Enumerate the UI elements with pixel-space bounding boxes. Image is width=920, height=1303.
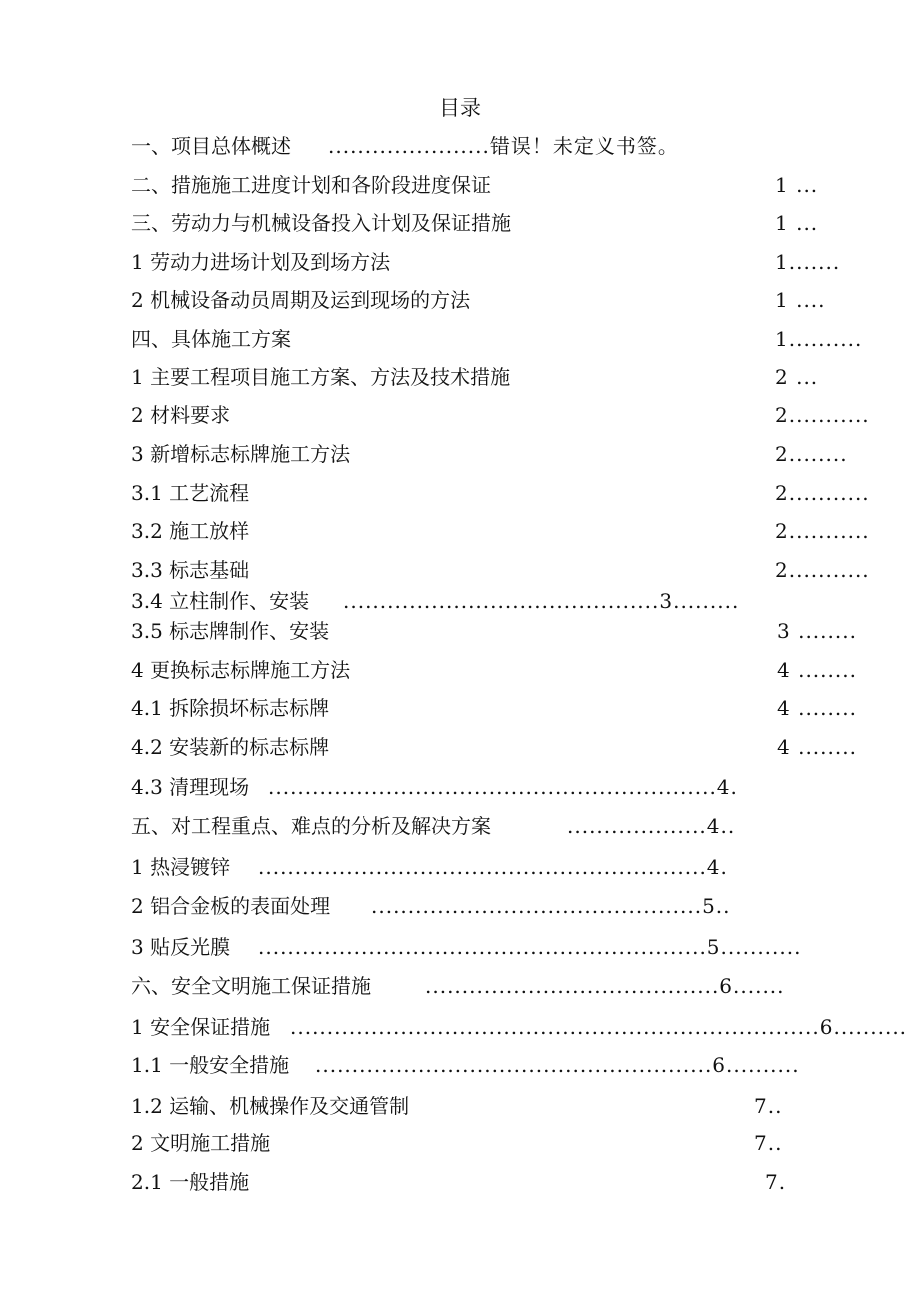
toc-entry-page: ........................................................................6..........	[290, 1015, 908, 1039]
toc-entry-label: 六、安全文明施工保证措施	[131, 974, 371, 998]
toc-entry-page: 7..	[754, 1131, 783, 1155]
toc-entry	[0, 932, 920, 962]
toc-entry-page: ...........................................3.........	[343, 589, 740, 613]
toc-entry-label: 1.2 运输、机械操作及交通管制	[131, 1094, 410, 1118]
toc-entry	[0, 1050, 920, 1080]
toc-entry-label: 4 更换标志标牌施工方法	[131, 658, 351, 682]
toc-entry-label: 4.3 清理现场	[131, 775, 250, 799]
toc-entry	[0, 131, 920, 161]
toc-entry-page: 3 ........	[777, 619, 857, 643]
toc-entry	[0, 1167, 920, 1197]
toc-entry	[0, 1091, 920, 1121]
toc-entry-label: 一、项目总体概述	[131, 134, 291, 158]
toc-entry-page: ......................错误！未定义书签。	[328, 134, 679, 158]
toc-entry-label: 1.1 一般安全措施	[131, 1053, 290, 1077]
toc-entry-label: 3.4 立柱制作、安装	[131, 589, 310, 613]
toc-entry-page: .............................................................4.	[268, 775, 738, 799]
toc-entry-page: 4 ........	[777, 735, 857, 759]
toc-entry	[0, 400, 920, 430]
toc-entry	[0, 362, 920, 392]
toc-entry-label: 四、具体施工方案	[131, 327, 291, 351]
toc-entry-label: 2 机械设备动员周期及运到现场的方法	[131, 288, 471, 312]
toc-entry-label: 3 新增标志标牌施工方法	[131, 442, 351, 466]
toc-entry-page: ......................................................6..........	[315, 1053, 800, 1077]
toc-entry-page: ........................................6.......	[425, 974, 785, 998]
toc-entry-label: 3.5 标志牌制作、安装	[131, 619, 330, 643]
toc-entry	[0, 439, 920, 469]
toc-entry	[0, 891, 920, 921]
toc-entry	[0, 852, 920, 882]
toc-entry-label: 1 热浸镀锌	[131, 855, 231, 879]
toc-entry-page: 2...........	[775, 519, 870, 543]
toc-entry-label: 三、劳动力与机械设备投入计划及保证措施	[131, 211, 511, 235]
toc-entry-label: 4.2 安装新的标志标牌	[131, 735, 330, 759]
toc-entry	[0, 732, 920, 762]
toc-entry-label: 2 铝合金板的表面处理	[131, 894, 331, 918]
toc-entry-label: 1 主要工程项目施工方案、方法及技术措施	[131, 365, 511, 389]
toc-entry-page: 1 ...	[775, 173, 819, 197]
toc-entry-page: 7.	[765, 1170, 787, 1194]
toc-entry-page: 1 ...	[775, 211, 819, 235]
toc-entry-page: 2...........	[775, 558, 870, 582]
toc-entry	[0, 208, 920, 238]
toc-entry	[0, 516, 920, 546]
toc-entry	[0, 693, 920, 723]
toc-entry-label: 3.1 工艺流程	[131, 481, 250, 505]
toc-entry-label: 3 贴反光膜	[131, 935, 231, 959]
toc-entry	[0, 971, 920, 1001]
toc-entry-label: 4.1 拆除损坏标志标牌	[131, 696, 330, 720]
toc-title: 目录	[439, 96, 481, 120]
toc-entry-label: 3.3 标志基础	[131, 558, 250, 582]
toc-entry	[0, 285, 920, 315]
toc-entry	[0, 555, 920, 585]
toc-entry-page: 2...........	[775, 481, 870, 505]
toc-entry-page: ...................4..	[567, 814, 736, 838]
toc-entry-label: 2 文明施工措施	[131, 1131, 271, 1155]
toc-entry-page: 1.......	[775, 250, 841, 274]
toc-entry-label: 2 材料要求	[131, 403, 231, 427]
toc-entry-label: 1 劳动力进场计划及到场方法	[131, 250, 391, 274]
toc-entry-page: 2...........	[775, 403, 870, 427]
toc-entry-page: 4 ........	[777, 696, 857, 720]
toc-entry	[0, 247, 920, 277]
toc-entry-page: 7..	[754, 1094, 783, 1118]
toc-entry	[0, 811, 920, 841]
toc-entry-label: 二、措施施工进度计划和各阶段进度保证	[131, 173, 491, 197]
toc-entry	[0, 324, 920, 354]
toc-entry-page: 2........	[775, 442, 848, 466]
toc-entry	[0, 170, 920, 200]
toc-entry-label: 1 安全保证措施	[131, 1015, 271, 1039]
toc-entry-page: .............................................5..	[371, 894, 731, 918]
toc-entry	[0, 1128, 920, 1158]
toc-entry-page: 1..........	[775, 327, 863, 351]
toc-entry-label: 3.2 施工放样	[131, 519, 250, 543]
toc-entry	[0, 655, 920, 685]
toc-entry	[0, 478, 920, 508]
toc-entry-label: 2.1 一般措施	[131, 1170, 250, 1194]
toc-entry	[0, 616, 920, 646]
toc-entry	[0, 772, 920, 802]
toc-entry-page: 4 ........	[777, 658, 857, 682]
toc-entry-page: 1 ....	[775, 288, 826, 312]
toc-entry-page: .............................................................4.	[258, 855, 728, 879]
toc-entry	[0, 1012, 920, 1042]
toc-entry-page: 2 ...	[775, 365, 819, 389]
toc-entry	[0, 586, 920, 616]
toc-entry-page: .............................................................5...........	[258, 935, 802, 959]
toc-entry-label: 五、对工程重点、难点的分析及解决方案	[131, 814, 491, 838]
